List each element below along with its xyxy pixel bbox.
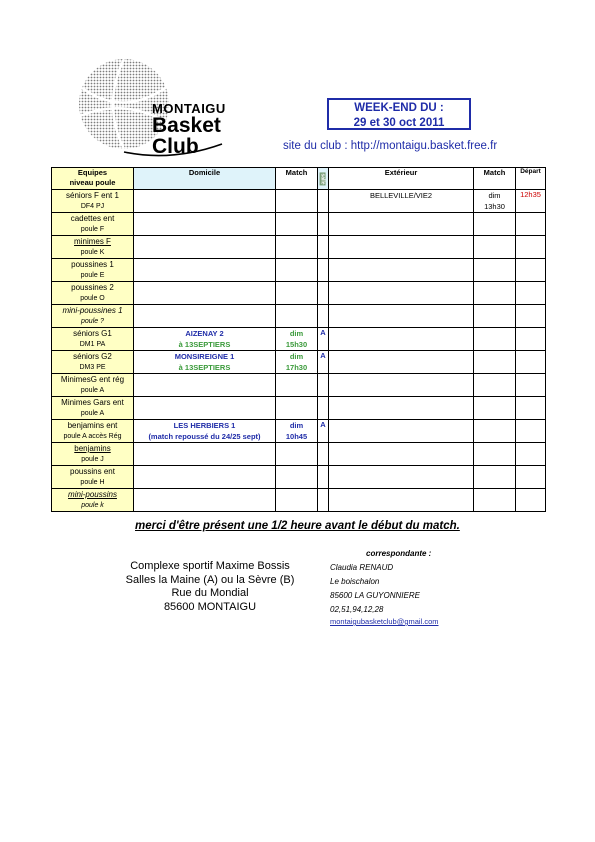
away-match-cell [474,282,516,305]
away-opponent [329,213,474,236]
team-name: mini-poussines 1 [62,306,123,315]
team-cell [52,420,134,443]
schedule-table [51,167,546,512]
salle-cell [318,489,329,512]
table-row [52,236,546,259]
team-level: poule A [80,387,105,394]
home-match-time: 10h45 [285,432,308,441]
salle-cell [318,190,329,213]
home-match-cell [276,213,318,236]
departure-time [516,374,546,397]
header-match-ext: Match [474,168,516,190]
team-name: poussines 1 [71,260,114,269]
home-match-cell [276,351,318,374]
table-row [52,190,546,213]
departure-time [516,328,546,351]
domicile-cell [134,282,276,305]
team-cell [52,443,134,466]
departure-time [516,351,546,374]
home-match-cell [276,282,318,305]
team-cell [52,489,134,512]
header-exterieur: Extérieur [329,168,474,190]
away-match-cell [474,443,516,466]
away-opponent [329,328,474,351]
departure-time: 12h35 [516,190,546,213]
venue-line-1: Complexe sportif Maxime Bossis [130,560,290,572]
salle-cell [318,236,329,259]
correspondant-phone: 02,51,94,12,28 [330,605,384,614]
team-name: benjamins ent [67,421,118,430]
away-opponent [329,259,474,282]
home-venue-note: à 13SEPTIERS [178,340,231,349]
header-depart: Départ [516,168,546,190]
domicile-cell [134,489,276,512]
correspondant-email-link[interactable]: montaigubasketclub@gmail.com [330,617,439,626]
team-name: séniors G1 [73,329,112,338]
team-level: poule F [80,226,105,233]
domicile-cell [134,420,276,443]
correspondant-street: Le boischalon [330,577,380,586]
team-level: DM1 PA [79,341,106,348]
logo-line-club: Club [152,135,199,158]
away-match-cell [474,489,516,512]
away-match-cell [474,351,516,374]
home-opponent: AIZENAY 2 [185,329,224,338]
away-match-cell [474,259,516,282]
team-name: séniors F ent 1 [66,191,119,200]
departure-time [516,443,546,466]
team-cell [52,328,134,351]
header-salle [318,168,329,190]
venue-line-4: 85600 MONTAIGU [163,600,257,613]
salle-cell: A [318,351,329,374]
salle-cell: A [318,420,329,443]
team-name: minimes F [74,237,111,246]
home-opponent: LES HERBIERS 1 [173,421,236,430]
away-opponent [329,466,474,489]
team-cell [52,374,134,397]
weekend-dates: 29 et 30 oct 2011 [353,117,445,129]
header-niveau-label: niveau poule [69,178,116,187]
home-match-cell [276,489,318,512]
domicile-cell [134,397,276,420]
domicile-cell [134,305,276,328]
team-level: poule E [80,272,105,279]
salle-cell [318,397,329,420]
away-opponent [329,443,474,466]
away-match-cell [474,305,516,328]
away-match-cell [474,213,516,236]
team-level: poule J [81,456,104,463]
weekend-box [327,98,471,130]
team-level: poule H [80,479,105,486]
team-name: Minimes Gars ent [61,398,124,407]
salle-cell [318,374,329,397]
team-cell [52,236,134,259]
team-name: poussins ent [70,467,115,476]
team-cell [52,305,134,328]
club-logo [72,58,224,162]
home-match-time: 15h30 [285,340,308,349]
team-name: cadettes ent [70,214,115,223]
domicile-cell [134,443,276,466]
team-cell [52,259,134,282]
table-row [52,351,546,374]
home-match-cell [276,374,318,397]
home-venue-note: (match repoussé du 24/25 sept) [148,432,261,441]
away-match-time: 13h30 [484,202,505,211]
correspondant-name: Claudia RENAUD [330,563,394,572]
home-match-cell [276,328,318,351]
departure-time [516,420,546,443]
home-match-cell [276,420,318,443]
table-row [52,282,546,305]
team-cell [52,282,134,305]
salle-cell [318,466,329,489]
salle-cell [318,213,329,236]
domicile-cell [134,213,276,236]
home-match-cell [276,466,318,489]
departure-time [516,282,546,305]
domicile-cell [134,236,276,259]
home-match-day: dim [289,352,304,361]
domicile-cell [134,466,276,489]
away-opponent [329,351,474,374]
home-match-cell [276,305,318,328]
table-row [52,213,546,236]
team-name: MinimesG ent rég [60,375,125,384]
salle-cell [318,305,329,328]
departure-time [516,259,546,282]
home-match-day: dim [289,421,304,430]
venue-address [110,560,310,614]
team-cell [52,397,134,420]
departure-time [516,236,546,259]
table-header-row [52,168,546,190]
away-opponent: BELLEVILLE/VIE2 [329,190,474,213]
domicile-cell [134,259,276,282]
away-match-cell [474,420,516,443]
team-name: mini-poussins [68,490,117,499]
header-match: Match [276,168,318,190]
domicile-cell [134,374,276,397]
arrival-notice: merci d'être présent une 1/2 heure avant le début du match. [135,520,460,532]
team-cell [52,466,134,489]
table-row [52,443,546,466]
table-row [52,374,546,397]
team-level: poule ? [81,318,104,325]
team-name: séniors G2 [73,352,112,361]
table-row [52,466,546,489]
home-match-cell [276,259,318,282]
home-match-cell [276,443,318,466]
header-equipes-label: Equipes [77,168,108,177]
home-match-cell [276,397,318,420]
team-name: benjamins [74,444,111,453]
departure-time [516,213,546,236]
table-row [52,489,546,512]
salle-cell: A [318,328,329,351]
away-opponent [329,305,474,328]
salle-cell [318,259,329,282]
away-opponent [329,282,474,305]
team-cell [52,351,134,374]
home-match-day: dim [289,329,304,338]
table-row [52,397,546,420]
club-website-link[interactable]: site du club : http://montaigu.basket.free.fr [283,140,498,152]
team-level: poule A [80,410,105,417]
header-domicile: Domicile [134,168,276,190]
salle-cell [318,282,329,305]
away-match-cell [474,236,516,259]
logo-line-montaigu: MONTAIGU [152,101,226,116]
weekend-label: WEEK-END DU : [354,102,444,114]
team-level: poule k [81,502,104,509]
departure-time [516,305,546,328]
table-row [52,305,546,328]
domicile-cell [134,351,276,374]
away-match-cell [474,190,516,213]
home-opponent: MONSIREIGNE 1 [174,352,235,361]
home-match-cell [276,236,318,259]
home-match-cell [276,190,318,213]
team-cell [52,190,134,213]
team-level: DM3 PE [79,364,106,371]
home-match-time: 17h30 [285,363,308,372]
team-cell [52,213,134,236]
away-opponent [329,489,474,512]
away-match-cell [474,328,516,351]
venue-line-2: Salles la Maine (A) ou la Sèvre (B) [125,573,295,586]
away-opponent [329,374,474,397]
away-match-day: dim [488,191,501,200]
departure-time [516,489,546,512]
team-level: poule K [80,249,105,256]
departure-time [516,397,546,420]
logo-wordmark [152,102,226,157]
domicile-cell [134,190,276,213]
away-match-cell [474,374,516,397]
departure-time [516,466,546,489]
team-level: DF4 PJ [80,203,105,210]
team-level: poule O [80,295,105,302]
team-name: poussines 2 [71,283,114,292]
logo-line-basket: Basket [152,114,221,137]
team-level: poule A accès Rég [63,433,122,440]
away-match-cell [474,466,516,489]
salle-cell [318,443,329,466]
venue-line-3: Rue du Mondial [171,587,249,599]
away-opponent [329,420,474,443]
header-salle-label: salle [320,172,326,185]
home-venue-note: à 13SEPTIERS [178,363,231,372]
table-row [52,328,546,351]
header-equipes [52,168,134,190]
away-opponent [329,236,474,259]
away-opponent [329,397,474,420]
table-row [52,259,546,282]
correspondant-city: 85600 LA GUYONNIERE [330,591,420,600]
correspondant-contact [330,547,439,626]
correspondant-title: correspondante : [366,549,432,558]
table-row [52,420,546,443]
away-match-cell [474,397,516,420]
domicile-cell [134,328,276,351]
